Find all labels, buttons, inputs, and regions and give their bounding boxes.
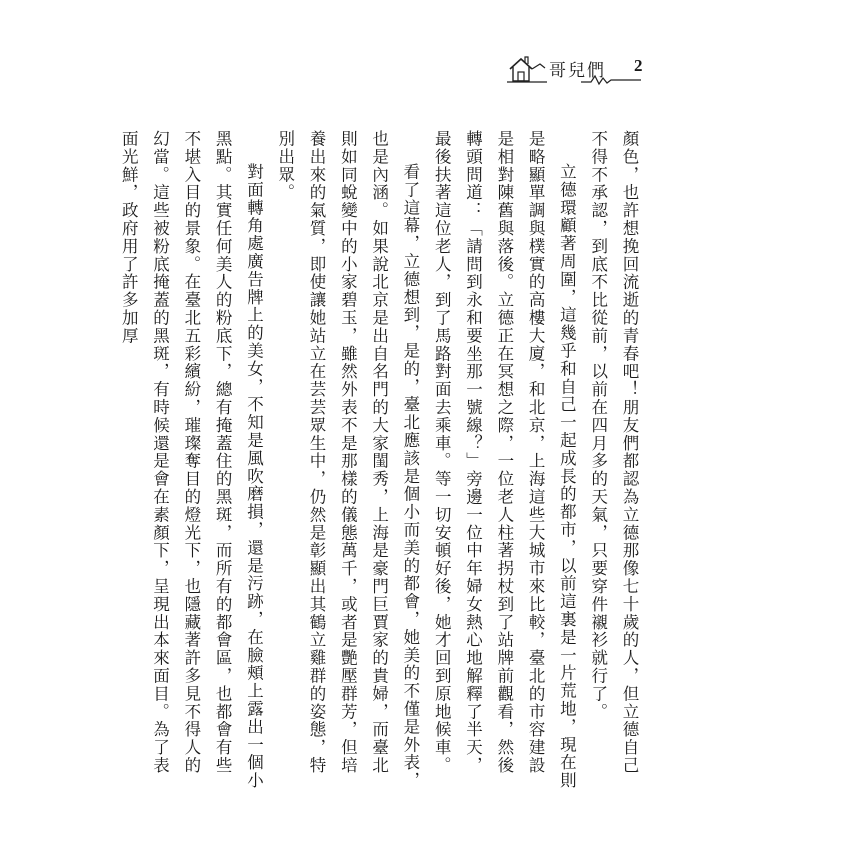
body-text bbox=[119, 130, 645, 790]
page-number: 2 bbox=[634, 56, 643, 75]
wave-line-icon bbox=[581, 72, 641, 86]
running-header-title: 哥兒們 bbox=[549, 61, 606, 81]
house-icon bbox=[507, 54, 547, 84]
paragraph: 對面轉角處廣告牌上的美女，不知是風吹磨損，還是污跡，在臉頰上露出一個小黑點。其實任何美人的粉底下，總有掩蓋住的黑斑，而所有的都會區，也都會有些不堪入目的景象。在臺北五彩繽紛，璀璨奪目的燈光下，也隱藏著許多見不得人的幻當。這些被粉底掩蓋的黑斑，有時候還是會在素顏下，呈現出本來面目。為了表面光鮮，政府用了許多加厚 bbox=[119, 130, 264, 790]
paragraph: 看了這幕，立德想到，是的，臺北應該是個小而美的都會，她美的不僅是外表，也是內涵。如果說北京是出自名門的大家閨秀，上海是豪門巨賈家的貴婦，而臺北則如同蛻變中的小家碧玉，雖然外表不是那樣的儀態萬千，或者是艷壓群芳，但培養出來的氣質，即使讓她站立在芸芸眾生中，仍然是彰顯出其鶴立雞群的姿態，特別出眾。 bbox=[275, 130, 420, 790]
paragraph: 立德環顧著周圍，這幾乎和自己一起成長的都市，以前這裏是一片荒地，現在則是略顯單調與樸實的高樓大廈，和北京，上海這些大城市來比較，臺北的市容建設是相對陳舊與落後。立德正在冥想之際，一位老人柱著拐杖到了站牌前觀看，然後轉頭問道：「請問到永和要坐那一號線？」旁邊一位中年婦女熱心地解釋了半天，最後扶著這位老人，到了馬路對面去乘車。等一切安頓好後，她才回到原地候車。 bbox=[432, 130, 577, 790]
paragraph: 顏色，也許想挽回流逝的青春吧！朋友們都認為立德那像七十歲的人，但立德自己不得不承認，到底不比從前，以前在四月多的天氣，只要穿件襯衫就行了。 bbox=[588, 130, 639, 775]
running-header bbox=[505, 50, 655, 90]
